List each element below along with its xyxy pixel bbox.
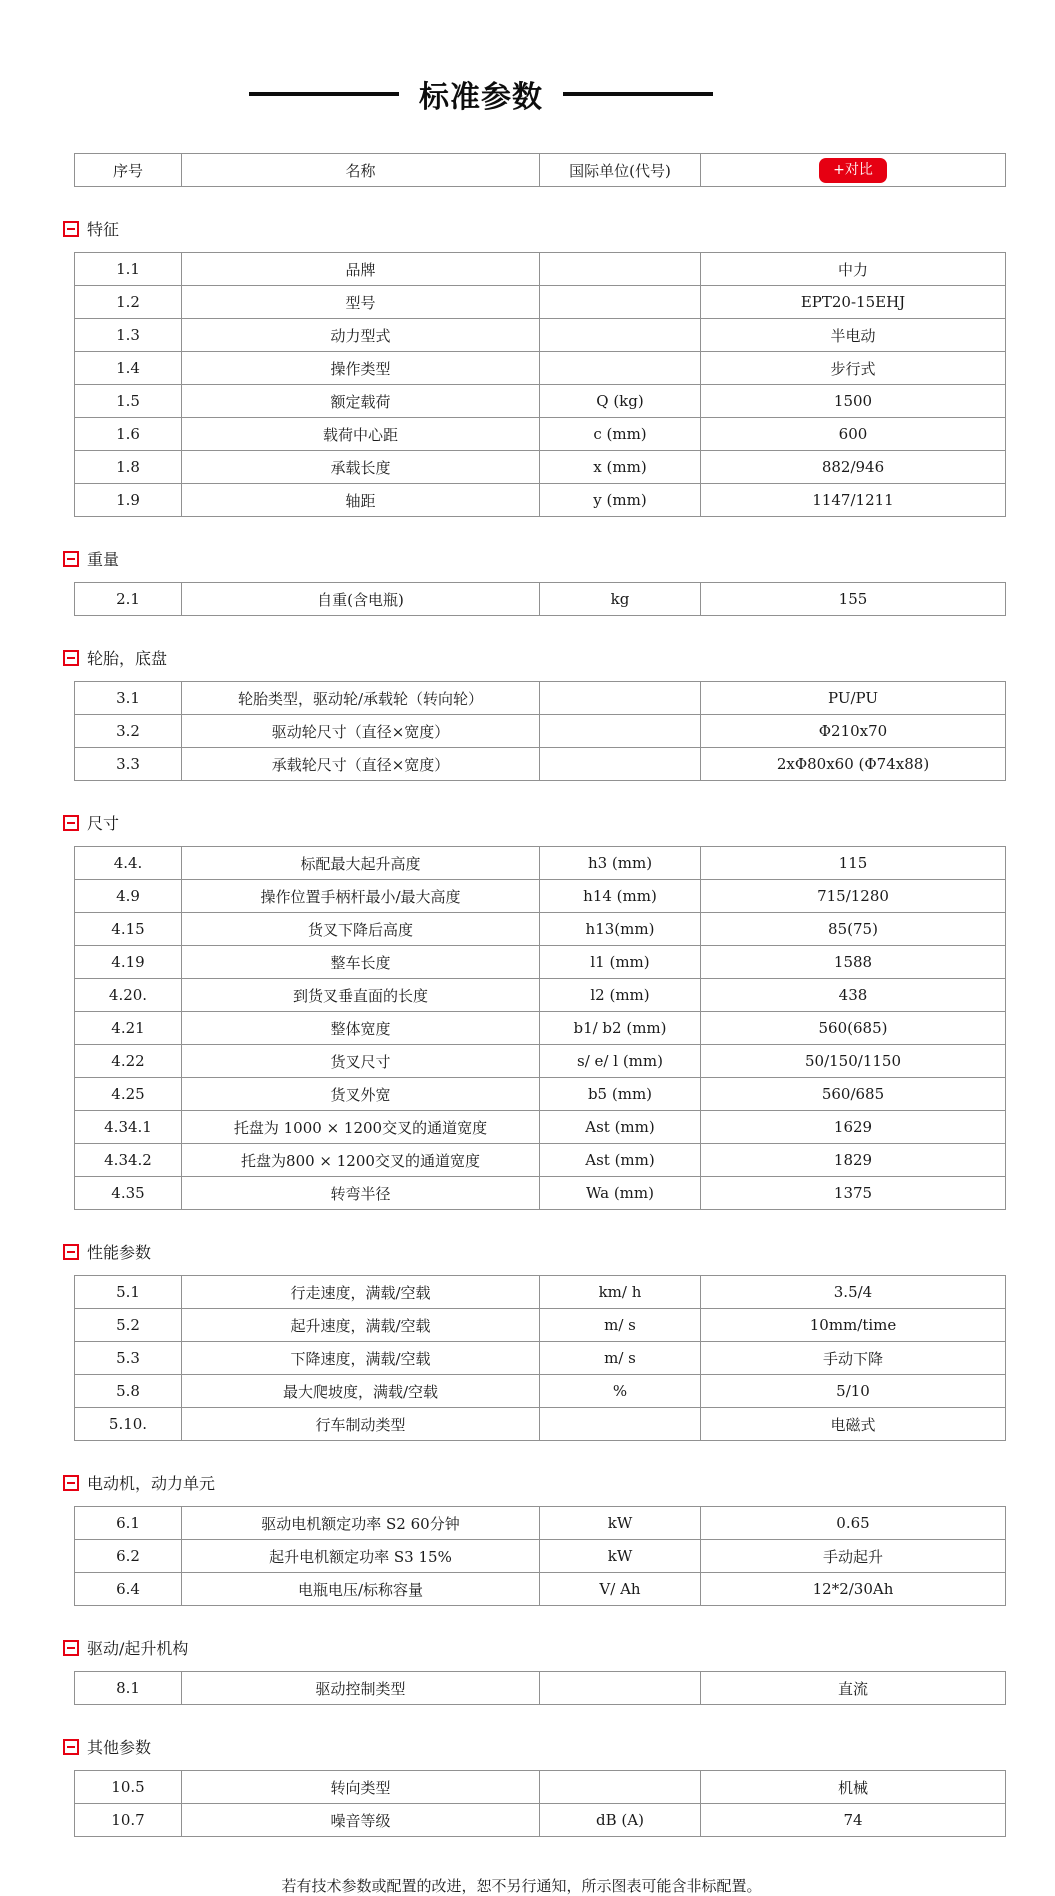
cell-no: 2.1: [75, 583, 182, 616]
section-label-text: 性能参数: [87, 1243, 152, 1262]
cell-value: 手动起升: [701, 1540, 1006, 1573]
cell-unit: Ast (mm): [540, 1144, 701, 1177]
cell-value: 5/10: [701, 1375, 1006, 1408]
cell-unit: kg: [540, 583, 701, 616]
cell-unit: [540, 1771, 701, 1804]
cell-name: 驱动控制类型: [182, 1672, 540, 1705]
spec-table: [74, 1770, 1006, 1837]
cell-unit: m/ s: [540, 1309, 701, 1342]
cell-no: 4.21: [75, 1012, 182, 1045]
compare-button[interactable]: +对比: [819, 158, 887, 183]
cell-no: 6.4: [75, 1573, 182, 1606]
cell-name: 整体宽度: [182, 1012, 540, 1045]
cell-no: 4.34.2: [75, 1144, 182, 1177]
cell-name: 操作位置手柄杆最小/最大高度: [182, 880, 540, 913]
spec-table: [74, 846, 1006, 1210]
table-row: [75, 1045, 1006, 1078]
cell-name: 到货叉垂直面的长度: [182, 979, 540, 1012]
section-label-text: 电动机，动力单元: [87, 1474, 216, 1493]
cell-value: 2xΦ80x60 (Φ74x88): [701, 748, 1006, 781]
table-row: [75, 1804, 1006, 1837]
cell-value: 手动下降: [701, 1342, 1006, 1375]
cell-value: 电磁式: [701, 1408, 1006, 1441]
cell-unit: [540, 286, 701, 319]
cell-unit: dB (A): [540, 1804, 701, 1837]
cell-value: 1829: [701, 1144, 1006, 1177]
section-label-text: 重量: [87, 550, 120, 569]
cell-value: 3.5/4: [701, 1276, 1006, 1309]
cell-value: 中力: [701, 253, 1006, 286]
section-label: [63, 1471, 1055, 1494]
table-row: [75, 880, 1006, 913]
cell-unit: h14 (mm): [540, 880, 701, 913]
cell-unit: kW: [540, 1507, 701, 1540]
cell-unit: c (mm): [540, 418, 701, 451]
cell-no: 6.2: [75, 1540, 182, 1573]
sections-container: [0, 217, 1055, 1837]
spec-table: [74, 582, 1006, 616]
cell-name: 驱动电机额定功率 S2 60分钟: [182, 1507, 540, 1540]
table-row: [75, 946, 1006, 979]
spec-table: [74, 1275, 1006, 1441]
table-row: [75, 1078, 1006, 1111]
cell-name: 额定载荷: [182, 385, 540, 418]
cell-no: 4.15: [75, 913, 182, 946]
cell-unit: s/ e/ l (mm): [540, 1045, 701, 1078]
collapse-minus-icon[interactable]: [63, 1640, 79, 1656]
table-row: [75, 1771, 1006, 1804]
cell-value: 85(75): [701, 913, 1006, 946]
cell-value: 机械: [701, 1771, 1006, 1804]
table-row: [75, 748, 1006, 781]
cell-name: 操作类型: [182, 352, 540, 385]
cell-name: 承载轮尺寸（直径×宽度）: [182, 748, 540, 781]
title-right-line: [563, 92, 713, 96]
cell-unit: Ast (mm): [540, 1111, 701, 1144]
cell-unit: [540, 748, 701, 781]
table-row: [75, 1177, 1006, 1210]
cell-no: 10.7: [75, 1804, 182, 1837]
cell-unit: l2 (mm): [540, 979, 701, 1012]
cell-unit: km/ h: [540, 1276, 701, 1309]
cell-unit: b1/ b2 (mm): [540, 1012, 701, 1045]
cell-no: 5.1: [75, 1276, 182, 1309]
cell-name: 轮胎类型，驱动轮/承载轮（转向轮）: [182, 682, 540, 715]
collapse-minus-icon[interactable]: [63, 1475, 79, 1491]
spec-table: [74, 1671, 1006, 1705]
collapse-minus-icon[interactable]: [63, 1739, 79, 1755]
cell-no: 8.1: [75, 1672, 182, 1705]
section-label: [63, 217, 1055, 240]
cell-no: 3.2: [75, 715, 182, 748]
cell-value: 50/150/1150: [701, 1045, 1006, 1078]
cell-no: 5.10.: [75, 1408, 182, 1441]
table-row: [75, 1540, 1006, 1573]
table-row: [75, 319, 1006, 352]
cell-unit: Q (kg): [540, 385, 701, 418]
spec-table: [74, 1506, 1006, 1606]
cell-no: 4.4.: [75, 847, 182, 880]
cell-no: 10.5: [75, 1771, 182, 1804]
cell-value: 0.65: [701, 1507, 1006, 1540]
table-row: [75, 1276, 1006, 1309]
cell-name: 整车长度: [182, 946, 540, 979]
cell-unit: Wa (mm): [540, 1177, 701, 1210]
collapse-minus-icon[interactable]: [63, 221, 79, 237]
collapse-minus-icon[interactable]: [63, 1244, 79, 1260]
section-label: [63, 811, 1055, 834]
cell-unit: [540, 715, 701, 748]
cell-unit: [540, 1672, 701, 1705]
cell-name: 转向类型: [182, 1771, 540, 1804]
section-label-text: 其他参数: [87, 1738, 152, 1757]
cell-value: 1375: [701, 1177, 1006, 1210]
cell-value: 步行式: [701, 352, 1006, 385]
cell-no: 3.1: [75, 682, 182, 715]
table-row: [75, 352, 1006, 385]
cell-name: 货叉尺寸: [182, 1045, 540, 1078]
cell-value: 438: [701, 979, 1006, 1012]
cell-value: 115: [701, 847, 1006, 880]
cell-no: 1.3: [75, 319, 182, 352]
header-col-compare: [701, 154, 1006, 187]
table-row: [75, 1507, 1006, 1540]
cell-no: 1.9: [75, 484, 182, 517]
header-col-unit: 国际单位(代号): [540, 154, 701, 187]
cell-value: 882/946: [701, 451, 1006, 484]
cell-no: 4.9: [75, 880, 182, 913]
cell-unit: [540, 1408, 701, 1441]
title-left-line: [249, 92, 399, 96]
table-row: [75, 583, 1006, 616]
cell-value: 74: [701, 1804, 1006, 1837]
cell-value: 1147/1211: [701, 484, 1006, 517]
cell-value: 1629: [701, 1111, 1006, 1144]
cell-name: 转弯半径: [182, 1177, 540, 1210]
header-col-name: 名称: [182, 154, 540, 187]
table-row: [75, 847, 1006, 880]
cell-name: 起升电机额定功率 S3 15%: [182, 1540, 540, 1573]
cell-name: 起升速度，满载/空载: [182, 1309, 540, 1342]
table-row: [75, 1111, 1006, 1144]
cell-value: 560(685): [701, 1012, 1006, 1045]
cell-no: 5.3: [75, 1342, 182, 1375]
table-row: [75, 1573, 1006, 1606]
cell-value: EPT20-15EHJ: [701, 286, 1006, 319]
cell-value: 1500: [701, 385, 1006, 418]
cell-no: 3.3: [75, 748, 182, 781]
section-label-text: 驱动/起升机构: [87, 1639, 189, 1658]
cell-no: 1.8: [75, 451, 182, 484]
section-label: [63, 1240, 1055, 1263]
cell-value: PU/PU: [701, 682, 1006, 715]
table-row: [75, 1342, 1006, 1375]
cell-name: 噪音等级: [182, 1804, 540, 1837]
cell-value: 1588: [701, 946, 1006, 979]
cell-value: 560/685: [701, 1078, 1006, 1111]
footer-note: 若有技术参数或配置的改进，恕不另行通知，所示图表可能含非标配置。: [281, 1877, 762, 1895]
table-row: [75, 715, 1006, 748]
cell-name: 下降速度，满载/空载: [182, 1342, 540, 1375]
header-row: [75, 154, 1006, 187]
section-label-text: 轮胎，底盘: [87, 649, 168, 668]
cell-no: 1.2: [75, 286, 182, 319]
cell-name: 托盘为 1000 × 1200交叉的通道宽度: [182, 1111, 540, 1144]
cell-unit: [540, 253, 701, 286]
collapse-minus-icon[interactable]: [63, 815, 79, 831]
cell-name: 标配最大起升高度: [182, 847, 540, 880]
section-label: [63, 1735, 1055, 1758]
cell-name: 动力型式: [182, 319, 540, 352]
cell-no: 1.6: [75, 418, 182, 451]
table-row: [75, 451, 1006, 484]
cell-unit: [540, 352, 701, 385]
spec-table: [74, 681, 1006, 781]
table-row: [75, 1408, 1006, 1441]
cell-unit: h3 (mm): [540, 847, 701, 880]
cell-name: 电瓶电压/标称容量: [182, 1573, 540, 1606]
cell-value: 半电动: [701, 319, 1006, 352]
table-row: [75, 253, 1006, 286]
collapse-minus-icon[interactable]: [63, 650, 79, 666]
collapse-minus-icon[interactable]: [63, 551, 79, 567]
cell-unit: h13(mm): [540, 913, 701, 946]
section-label-text: 特征: [87, 220, 120, 239]
cell-name: 型号: [182, 286, 540, 319]
cell-name: 轴距: [182, 484, 540, 517]
cell-name: 货叉下降后高度: [182, 913, 540, 946]
table-row: [75, 286, 1006, 319]
cell-value: 715/1280: [701, 880, 1006, 913]
cell-name: 行走速度，满载/空载: [182, 1276, 540, 1309]
cell-no: 4.25: [75, 1078, 182, 1111]
cell-unit: m/ s: [540, 1342, 701, 1375]
cell-value: 155: [701, 583, 1006, 616]
cell-name: 行车制动类型: [182, 1408, 540, 1441]
cell-name: 承载长度: [182, 451, 540, 484]
spec-table: [74, 252, 1006, 517]
section-label: [63, 547, 1055, 570]
cell-value: 直流: [701, 1672, 1006, 1705]
table-row: [75, 1375, 1006, 1408]
cell-unit: x (mm): [540, 451, 701, 484]
table-row: [75, 682, 1006, 715]
cell-name: 自重(含电瓶): [182, 583, 540, 616]
cell-no: 4.34.1: [75, 1111, 182, 1144]
section-label: [63, 646, 1055, 669]
table-row: [75, 1672, 1006, 1705]
table-row: [75, 913, 1006, 946]
cell-unit: V/ Ah: [540, 1573, 701, 1606]
page-title-block: [249, 0, 713, 116]
cell-name: 载荷中心距: [182, 418, 540, 451]
table-row: [75, 1309, 1006, 1342]
cell-unit: b5 (mm): [540, 1078, 701, 1111]
cell-no: 4.20.: [75, 979, 182, 1012]
table-row: [75, 385, 1006, 418]
table-row: [75, 1144, 1006, 1177]
cell-value: 10mm/time: [701, 1309, 1006, 1342]
cell-name: 品牌: [182, 253, 540, 286]
cell-no: 1.1: [75, 253, 182, 286]
section-label: [63, 1636, 1055, 1659]
table-row: [75, 1012, 1006, 1045]
cell-no: 4.35: [75, 1177, 182, 1210]
cell-name: 货叉外宽: [182, 1078, 540, 1111]
table-row: [75, 484, 1006, 517]
cell-value: 600: [701, 418, 1006, 451]
cell-no: 5.2: [75, 1309, 182, 1342]
cell-no: 1.4: [75, 352, 182, 385]
cell-name: 驱动轮尺寸（直径×宽度）: [182, 715, 540, 748]
header-col-no: 序号: [75, 154, 182, 187]
cell-unit: %: [540, 1375, 701, 1408]
cell-no: 6.1: [75, 1507, 182, 1540]
cell-name: 托盘为800 × 1200交叉的通道宽度: [182, 1144, 540, 1177]
cell-value: 12*2/30Ah: [701, 1573, 1006, 1606]
cell-no: 5.8: [75, 1375, 182, 1408]
cell-unit: kW: [540, 1540, 701, 1573]
cell-name: 最大爬坡度，满载/空载: [182, 1375, 540, 1408]
spec-header-table: [74, 153, 1006, 187]
section-label-text: 尺寸: [87, 814, 120, 833]
page-title: 标准参数: [419, 80, 543, 115]
cell-value: Φ210x70: [701, 715, 1006, 748]
cell-no: 4.22: [75, 1045, 182, 1078]
cell-unit: [540, 319, 701, 352]
cell-unit: y (mm): [540, 484, 701, 517]
table-row: [75, 979, 1006, 1012]
cell-unit: [540, 682, 701, 715]
table-row: [75, 418, 1006, 451]
cell-no: 4.19: [75, 946, 182, 979]
cell-unit: l1 (mm): [540, 946, 701, 979]
cell-no: 1.5: [75, 385, 182, 418]
